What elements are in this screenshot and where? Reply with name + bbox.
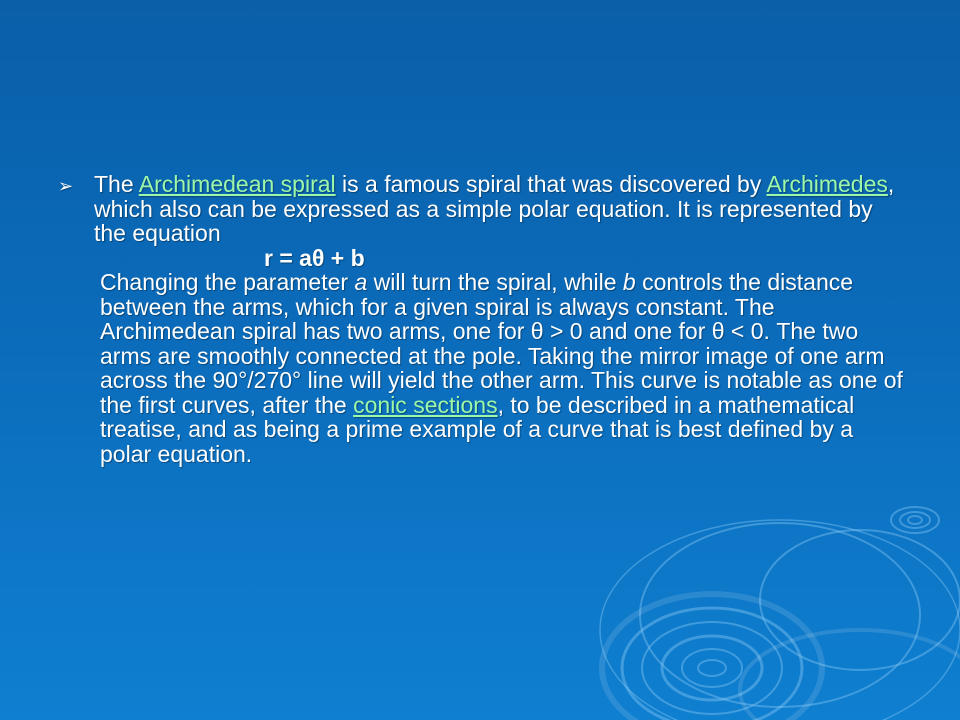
- arrow-bullet-icon: ➢: [58, 176, 74, 196]
- body-paragraph: [94, 270, 904, 466]
- equation: r = aθ + b: [264, 244, 365, 271]
- archimedes-link[interactable]: Archimedes: [766, 171, 888, 197]
- archimedean-spiral-link[interactable]: Archimedean spiral: [138, 171, 336, 197]
- variable-b: b: [622, 269, 636, 295]
- intro-text-part: The: [94, 171, 139, 197]
- body-section: [94, 246, 904, 467]
- bullet-point: [58, 172, 904, 246]
- slide-content: [58, 172, 904, 466]
- body-text-part: will turn the spiral, while: [367, 269, 623, 295]
- body-text-part: , to be described in a mathematical treatise, and as being a prime example of a curve that is best defined by a polar equation.: [100, 391, 855, 467]
- conic-sections-link[interactable]: conic sections: [353, 391, 498, 418]
- body-text-part: Changing the parameter: [100, 269, 355, 295]
- intro-text-part: is a famous spiral that was discovered by: [335, 171, 767, 197]
- variable-a: a: [354, 269, 368, 295]
- intro-text-part: , which also can be expressed as a simple polar equation. It is represented by the equation: [94, 171, 895, 246]
- body-text-part: controls the distance between the arms, which for a given spiral is always constant. The Archimedean spiral has two arms, one for θ > 0 and one for θ < 0. The two arms are smoothly connected at the pole. Taking the mirror image of one arm across the 90°/270° line will yield the other arm. This curve is notable as one of the first curves, after the: [100, 269, 903, 418]
- intro-text: [94, 172, 904, 246]
